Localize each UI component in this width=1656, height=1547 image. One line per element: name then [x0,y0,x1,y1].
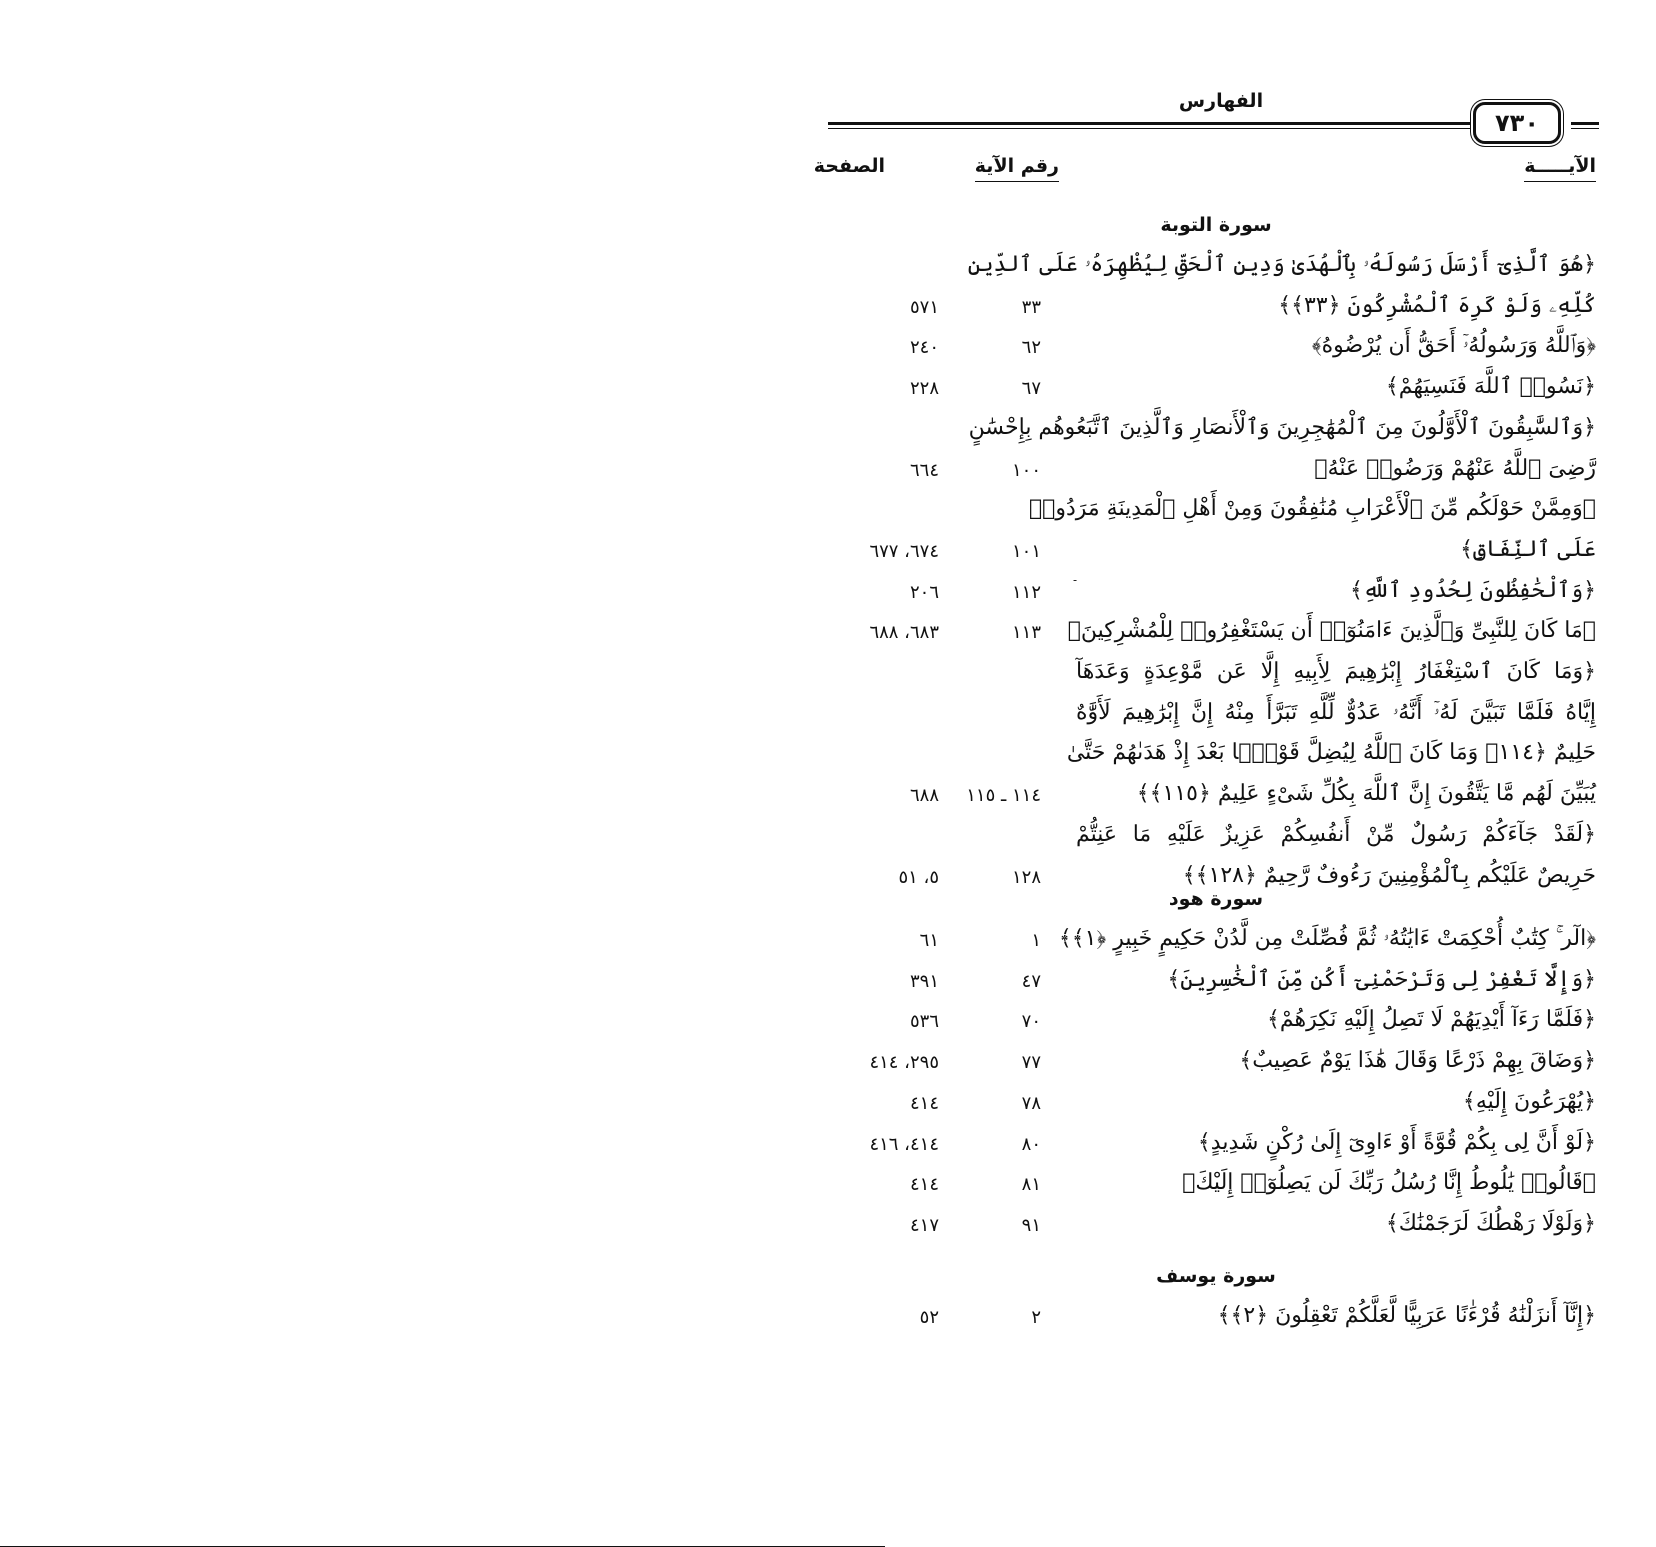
page-reference: ٦٨٣، ٦٨٨ [869,622,939,644]
verse-number: ٤٧ [1021,970,1041,992]
index-page [771,0,1656,1387]
surah-title: سورة التوبة [1160,214,1272,236]
page-reference: ٦٦٤ [909,459,939,481]
page-header [826,82,1601,142]
verse-number: ٦٢ [1021,337,1041,359]
verse-line: ﴿مَا كَانَ لِلنَّبِىِّ وَٱلَّذِينَ ءَامَنُوٓا۟ أَن يَسْتَغْفِرُوا۟ لِلْمُشْرِكِينَ﴾ [1067,618,1596,644]
verse-number: ٧٧ [1021,1052,1041,1074]
verse-number: ٨١ [1021,1174,1041,1196]
verse-number: ٧٠ [1021,1011,1041,1033]
verse-line: ﴿وَٱلسَّٰبِقُونَ ٱلْأَوَّلُونَ مِنَ ٱلْمُهَٰجِرِينَ وَٱلْأَنصَارِ وَٱلَّذِينَ ٱتَّبَعُوهُم بِإِحْسَٰنٍ [968,414,1596,440]
page-reference: ٢٢٨ [909,378,939,400]
page-reference: ٤١٤ [909,1092,939,1114]
verse-line: إِيَّاهُ فَلَمَّا تَبَيَّنَ لَهُۥٓ أَنَّهُۥ عَدُوٌّ لِّلَّهِ تَبَرَّأَ مِنْهُ إِنَّ إِبْرَٰهِيمَ لَأَوَّٰهٌ [1076,699,1596,725]
page-reference: ٦٧٤، ٦٧٧ [869,540,939,562]
column-header-page: الصفحة [0,155,885,1547]
column-header-ayah: الآيـــــة [1524,155,1596,182]
verse-line: ﴿لَقَدْ جَآءَكُمْ رَسُولٌ مِّنْ أَنفُسِكُمْ عَزِيزٌ عَلَيْهِ مَا عَنِتُّمْ [1076,821,1596,847]
verse-number: ١١٣ [1011,622,1041,644]
verse-line: رَّضِىَ ٱللَّهُ عَنْهُمْ وَرَضُوا۟ عَنْهُ﴾ [1314,455,1596,481]
verse-line: حَلِيمٌ ﴿١١٤﴾ وَمَا كَانَ ٱللَّهُ لِيُضِلَّ قَوْمًۢا بَعْدَ إِذْ هَدَىٰهُمْ حَتَّىٰ [1066,740,1596,766]
page-reference: ٣٩١ [909,970,939,992]
verse-line: ﴿قَالُوا۟ يَٰلُوطُ إِنَّا رُسُلُ رَبِّكَ لَن يَصِلُوٓا۟ إِلَيْكَ﴾ [1182,1170,1596,1196]
page-reference: ٥، ٥١ [898,866,939,888]
verse-line: كُلِّهِۦ وَلَوْ كَرِهَ ٱلْمُشْرِكُونَ ﴿٣٣﴾﴾ [1278,292,1596,318]
verse-line: ﴿وَإِلَّا تَغْفِرْ لِى وَتَرْحَمْنِىٓ أَكُن مِّنَ ٱلْخَٰسِرِينَ﴾ [1167,966,1596,992]
verse-line: ﴿لَوْ أَنَّ لِى بِكُمْ قُوَّةً أَوْ ءَاوِىٓ إِلَىٰ رُكْنٍ شَدِيدٍ﴾ [1197,1129,1596,1155]
verse-line: ﴿الٓر ۚ كِتَٰبٌ أُحْكِمَتْ ءَايَٰتُهُۥ ثُمَّ فُصِّلَتْ مِن لَّدُنْ حَكِيمٍ خَبِيرٍ ﴿١﴾﴾ [1058,926,1596,951]
verse-number: ٨٠ [1021,1133,1041,1155]
verse-line: حَرِيصٌ عَلَيْكُم بِٱلْمُؤْمِنِينَ رَءُوفٌ رَّحِيمٌ ﴿١٢٨﴾﴾ [1182,862,1596,888]
verse-number: ١١٤ ـ ١١٥ [966,785,1041,807]
surah-title: سورة هود [1168,888,1264,910]
column-header-number: رقم الآية [975,155,1059,182]
header-rule [828,122,1474,129]
verse-line: ﴿وَلَوْلَا رَهْطُكَ لَرَجَمْنَٰكَ﴾ [1385,1210,1596,1236]
verse-line: ﴿وَمَا كَانَ ٱسْتِغْفَارُ إِبْرَٰهِيمَ لِأَبِيهِ إِلَّا عَن مَّوْعِدَةٍ وَعَدَهَآ [1076,659,1596,684]
verse-line: ﴿وَٱللَّهُ وَرَسُولُهُۥٓ أَحَقُّ أَن يُرْضُوهُ﴾ [1311,333,1596,359]
page-reference: ٢٤٠ [909,337,939,359]
print-mark: - [1073,573,1078,587]
verse-number: ٢ [1031,1307,1041,1328]
verse-number: ١١٢ [1011,581,1041,603]
verse-number: ٦٧ [1021,378,1041,400]
page-reference: ٦١ [919,930,939,951]
header-rule-short [1571,122,1599,129]
verse-line: ﴿إِنَّآ أَنزَلْنَٰهُ قُرْءَٰنًا عَرَبِيًّا لَّعَلَّكُمْ تَعْقِلُونَ ﴿٢﴾﴾ [1217,1303,1596,1328]
page-reference: ٥٣٦ [909,1011,939,1033]
verse-number: ١٢٨ [1011,866,1041,888]
page-reference: ٤١٧ [909,1214,939,1236]
verse-number: ٣٣ [1021,296,1041,318]
verse-number: ٩١ [1021,1214,1041,1236]
verse-line: عَلَى ٱلنِّفَاقِ﴾ [1460,536,1596,562]
verse-number: ١ [1031,930,1041,951]
verse-line: ﴿نَسُوا۟ ٱللَّهَ فَنَسِيَهُمْ﴾ [1385,374,1596,400]
page-reference: ٢٠٦ [909,581,939,603]
page-reference: ٦٨٨ [909,785,939,807]
running-title: الفهارس [1178,90,1264,112]
surah-title: سورة يوسف [1156,1265,1276,1287]
page-reference: ٤١٤ [909,1174,939,1196]
page-reference: ٥٧١ [909,296,939,318]
verse-number: ١٠٠ [1011,459,1041,481]
page-reference: ٥٢ [919,1307,939,1328]
verse-line: يُبَيِّنَ لَهُم مَّا يَتَّقُونَ إِنَّ ٱللَّهَ بِكُلِّ شَىْءٍ عَلِيمٌ ﴿١١٥﴾﴾ [1136,781,1596,807]
verse-number: ١٠١ [1011,540,1041,562]
verse-line: ﴿وَٱلْحَٰفِظُونَ لِحُدُودِ ٱللَّهِ﴾ [1349,577,1596,603]
page-reference: ٢٩٥، ٤١٤ [869,1052,939,1074]
verse-line: ﴿فَلَمَّا رَءَآ أَيْدِيَهُمْ لَا تَصِلُ إِلَيْهِ نَكِرَهُمْ﴾ [1266,1007,1596,1033]
verse-line: ﴿وَضَاقَ بِهِمْ ذَرْعًا وَقَالَ هَٰذَا يَوْمٌ عَصِيبٌ﴾ [1239,1048,1596,1074]
verse-line: ﴿يُهْرَعُونَ إِلَيْهِ﴾ [1462,1088,1596,1114]
verse-line: ﴿هُوَ ٱلَّذِىٓ أَرْسَلَ رَسُولَهُۥ بِٱلْهُدَىٰ وَدِينِ ٱلْحَقِّ لِيُظْهِرَهُۥ عَلَى ٱلدِّينِ [967,252,1596,277]
page-number: ٧٣٠ [1473,102,1561,144]
page-reference: ٤١٤، ٤١٦ [869,1133,939,1155]
verse-line: ﴿وَمِمَّنْ حَوْلَكُم مِّنَ ٱلْأَعْرَابِ مُنَٰفِقُونَ وَمِنْ أَهْلِ ٱلْمَدِينَةِ مَرَدُوا۟ [1028,496,1596,522]
verse-number: ٧٨ [1021,1092,1041,1114]
